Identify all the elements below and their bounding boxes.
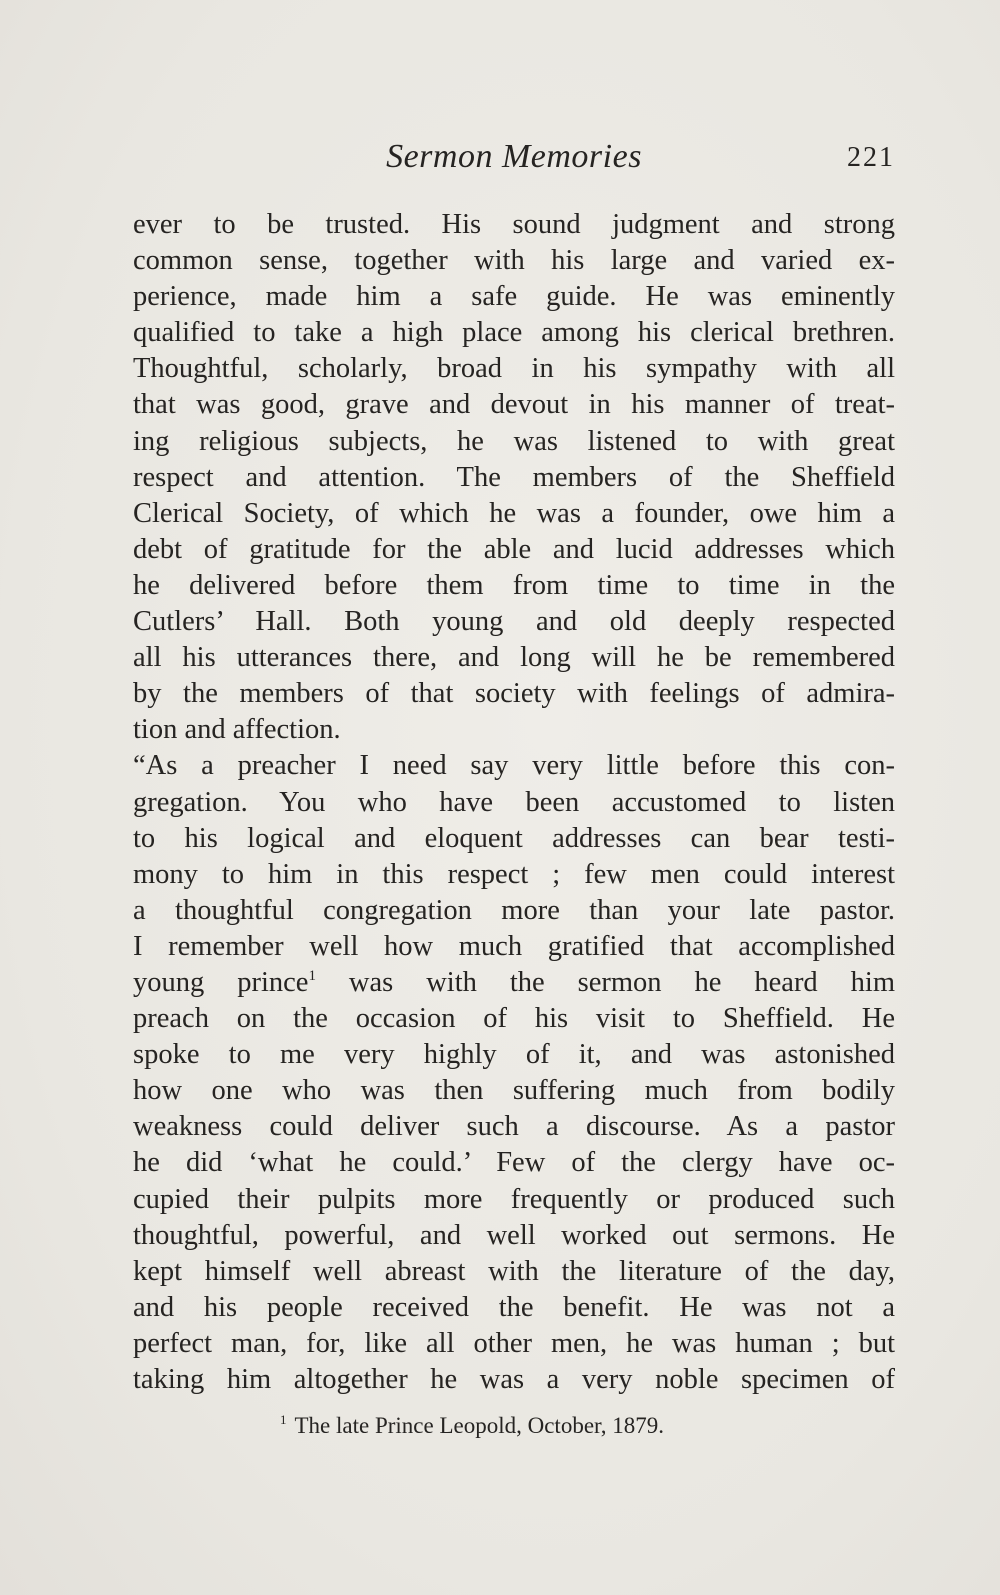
text-line: spoke to me very highly of it, and was astonished [133, 1039, 895, 1071]
text-line: ing religious subjects, he was listened to with great [133, 425, 895, 457]
text-line: kept himself well abreast with the literature of the day, [133, 1255, 895, 1287]
text-line: perfect man, for, like all other men, he was human ; but [133, 1327, 895, 1359]
text-line: taking him altogether he was a very noble specimen of [133, 1364, 895, 1395]
text-fragment: young prince [133, 966, 309, 998]
text-line: by the members of that society with feelings of admira- [133, 678, 895, 710]
footnote-marker: 1 [280, 1412, 287, 1427]
text-line: common sense, together with his large and varied ex- [133, 245, 895, 277]
paragraph-2 [133, 748, 895, 1398]
text-line: ever to be trusted. His sound judgment and strong [133, 209, 895, 240]
text-line: he delivered before them from time to time in the [133, 569, 895, 601]
paragraph-1 [133, 207, 895, 748]
footnote [280, 1405, 880, 1441]
text-line: tion and affection. [133, 714, 341, 746]
text-line: gregation. You who have been accustomed to listen [133, 786, 895, 818]
text-line: all his utterances there, and long will he be remembered [133, 642, 895, 674]
text-line: and his people received the benefit. He was not a [133, 1291, 895, 1323]
page-number: 221 [847, 142, 895, 173]
text-line: I remember well how much gratified that accomplished [133, 930, 895, 962]
text-line: he did ‘what he could.’ Few of the clergy have oc- [133, 1147, 895, 1179]
text-line: respect and attention. The members of the Sheffield [133, 461, 895, 493]
text-line: to his logical and eloquent addresses can bear testi- [133, 822, 895, 854]
text-line-with-footnote-ref [133, 965, 895, 1001]
text-line: a thoughtful congregation more than your late pastor. [133, 894, 895, 926]
text-line: preach on the occasion of his visit to Sheffield. He [133, 1003, 895, 1035]
body-text [133, 207, 895, 1398]
text-line: thoughtful, powerful, and well worked out sermons. He [133, 1219, 895, 1251]
text-line: how one who was then suffering much from bodily [133, 1075, 895, 1107]
text-line: cupied their pulpits more frequently or produced such [133, 1183, 895, 1215]
text-line: debt of gratitude for the able and lucid addresses which [133, 533, 895, 565]
text-line: qualified to take a high place among his clerical brethren. [133, 317, 895, 349]
text-line: mony to him in this respect ; few men could interest [133, 858, 895, 890]
footnote-text: The late Prince Leopold, October, 1879. [294, 1413, 665, 1438]
text-line: Thoughtful, scholarly, broad in his sympathy with all [133, 353, 895, 385]
text-line: Clerical Society, of which he was a founder, owe him a [133, 497, 895, 529]
footnote-reference: 1 [308, 967, 316, 984]
text-line: Cutlers’ Hall. Both young and old deeply respected [133, 606, 895, 638]
text-line: weakness could deliver such a discourse. As a pastor [133, 1111, 895, 1143]
running-head [133, 138, 895, 178]
text-line: that was good, grave and devout in his manner of treat- [133, 389, 895, 421]
text-line: perience, made him a safe guide. He was eminently [133, 281, 895, 313]
running-title: Sermon Memories [386, 138, 642, 175]
text-line: “As a preacher I need say very little before this con- [133, 750, 895, 782]
text-fragment: was with the sermon he heard him [315, 966, 895, 998]
